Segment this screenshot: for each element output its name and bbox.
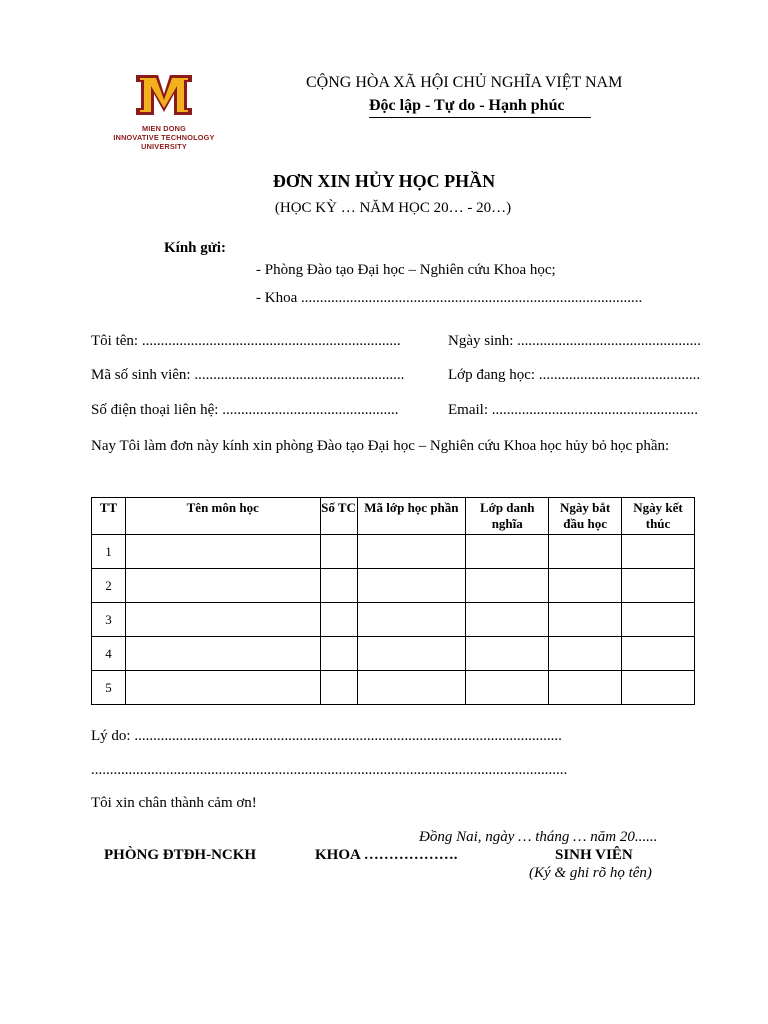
class-code-cell[interactable]: [357, 637, 466, 671]
recipient-line-2[interactable]: - Khoa ...........................................................................................: [256, 290, 643, 306]
nominal-class-cell[interactable]: [466, 671, 549, 705]
nominal-class-cell[interactable]: [466, 637, 549, 671]
class-code-cell[interactable]: [357, 535, 466, 569]
nominal-class-cell[interactable]: [466, 569, 549, 603]
end-date-cell[interactable]: [622, 671, 695, 705]
logo-line-2: INNOVATIVE TECHNOLOGY: [113, 133, 215, 142]
email-field[interactable]: Email: .......................................................: [448, 402, 698, 418]
logo-line-1: MIEN DONG: [142, 124, 186, 133]
credits-cell[interactable]: [320, 637, 357, 671]
class-code-cell[interactable]: [357, 603, 466, 637]
course-name-cell[interactable]: [125, 569, 320, 603]
class-code-cell[interactable]: [357, 569, 466, 603]
end-date-cell[interactable]: [622, 637, 695, 671]
table-row: [92, 637, 695, 671]
table-row: [92, 671, 695, 705]
course-name-cell[interactable]: [125, 535, 320, 569]
m-logo-icon: [100, 72, 228, 124]
course-name-cell[interactable]: [125, 637, 320, 671]
credits-cell[interactable]: [320, 603, 357, 637]
dob-field[interactable]: Ngày sinh: .................................................: [448, 333, 701, 349]
start-date-cell[interactable]: [549, 569, 622, 603]
start-date-cell[interactable]: [549, 535, 622, 569]
request-paragraph: Nay Tôi làm đơn này kính xin phòng Đào tạo Đại học – Nghiên cứu Khoa học hủy bỏ học phần:: [91, 438, 670, 454]
row-number: 1: [92, 535, 126, 569]
credits-cell[interactable]: [320, 569, 357, 603]
recipient-line-1: - Phòng Đào tạo Đại học – Nghiên cứu Khoa học;: [256, 262, 556, 278]
start-date-cell[interactable]: [549, 671, 622, 705]
student-signature-label: SINH VIÊN: [555, 847, 633, 863]
col-credits: Số TC: [320, 498, 357, 535]
nominal-class-cell[interactable]: [466, 603, 549, 637]
end-date-cell[interactable]: [622, 569, 695, 603]
end-date-cell[interactable]: [622, 535, 695, 569]
table-row: [92, 603, 695, 637]
student-signature-note: (Ký & ghi rõ họ tên): [529, 865, 652, 881]
motto-underline: [369, 117, 591, 118]
logo-line-3: UNIVERSITY: [141, 142, 187, 151]
col-course-name: Tên môn học: [125, 498, 320, 535]
recipient-label: Kính gửi:: [164, 240, 226, 256]
nation-heading: CỘNG HÒA XÃ HỘI CHỦ NGHĨA VIỆT NAM: [306, 74, 623, 91]
credits-cell[interactable]: [320, 671, 357, 705]
col-class-code: Mã lớp học phần: [357, 498, 466, 535]
end-date-cell[interactable]: [622, 603, 695, 637]
office-signature-label: PHÒNG ĐTĐH-NCKH: [104, 847, 257, 863]
course-table: [91, 497, 695, 705]
form-title: ĐƠN XIN HỦY HỌC PHẦN: [272, 171, 496, 191]
phone-field[interactable]: Số điện thoại liên hệ: ...............................................: [91, 402, 399, 418]
start-date-cell[interactable]: [549, 637, 622, 671]
col-end-date: Ngày kết thúc: [622, 498, 695, 535]
col-tt: TT: [92, 498, 126, 535]
row-number: 2: [92, 569, 126, 603]
name-field[interactable]: Tôi tên: .....................................................................: [91, 333, 401, 349]
date-place-line[interactable]: Đồng Nai, ngày … tháng … năm 20......: [419, 829, 658, 845]
student-id-field[interactable]: Mã số sinh viên: ........................................................: [91, 367, 405, 383]
row-number: 3: [92, 603, 126, 637]
table-header-row: [92, 498, 695, 535]
form-subtitle: (HỌC KỲ … NĂM HỌC 20… - 20…): [274, 200, 512, 216]
table-row: [92, 535, 695, 569]
col-start-date: Ngày bắt đầu học: [549, 498, 622, 535]
col-nominal-class: Lớp danh nghĩa: [466, 498, 549, 535]
credits-cell[interactable]: [320, 535, 357, 569]
motto-heading: Độc lập - Tự do - Hạnh phúc: [369, 97, 565, 114]
class-field[interactable]: Lớp đang học: ...........................................: [448, 367, 701, 383]
reason-field-continued[interactable]: ...............................................................................................................................: [91, 762, 568, 778]
table-row: [92, 569, 695, 603]
course-name-cell[interactable]: [125, 671, 320, 705]
course-name-cell[interactable]: [125, 603, 320, 637]
university-logo: [100, 72, 228, 152]
nominal-class-cell[interactable]: [466, 535, 549, 569]
row-number: 5: [92, 671, 126, 705]
class-code-cell[interactable]: [357, 671, 466, 705]
faculty-signature-label: KHOA ……………….: [315, 847, 458, 863]
row-number: 4: [92, 637, 126, 671]
thanks-text: Tôi xin chân thành cảm ơn!: [91, 795, 257, 811]
reason-field[interactable]: Lý do: ..................................................................................................................: [91, 728, 562, 744]
start-date-cell[interactable]: [549, 603, 622, 637]
